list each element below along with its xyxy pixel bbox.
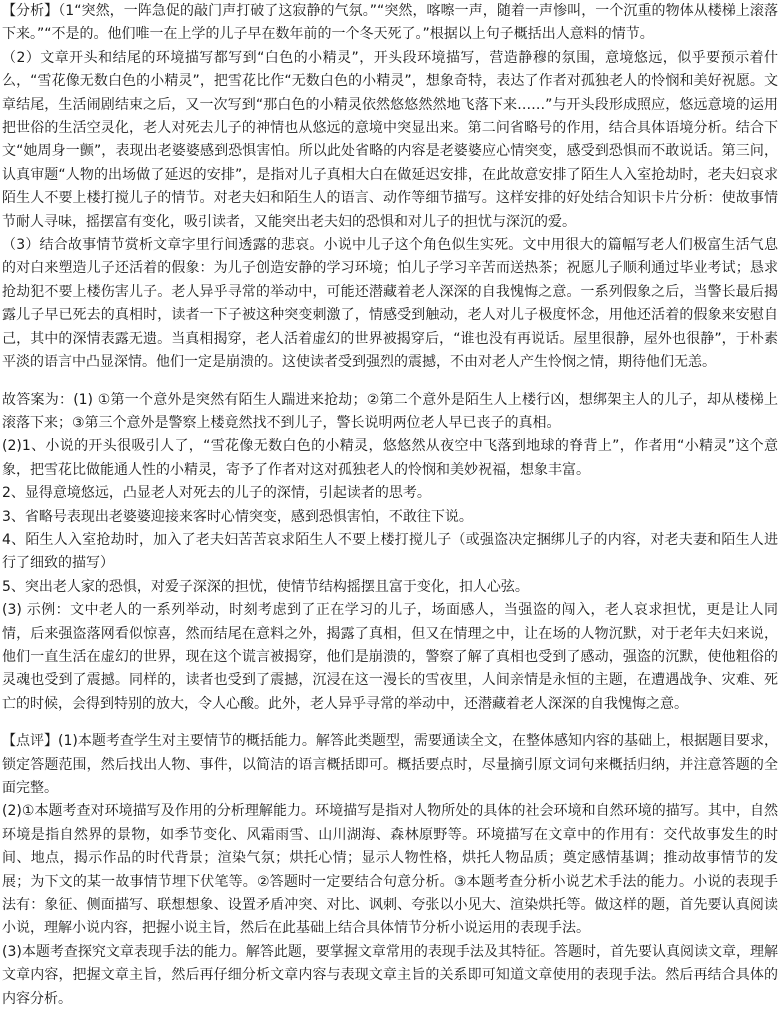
section-spacer [2,375,778,389]
answer-2-point-5: 5、突出老人家的恐惧，对爱子深深的担忧，使情节结构摇摆且富于变化，扣人心弦。 [2,578,529,595]
analysis-paragraph-3: （3）结合故事情节赏析文章字里行间透露的悲哀。小说中儿子这个角色似生实死。文中用很大的篇幅写老人们极富生活气息的对白来塑造儿子还活着的假象：为儿子创造安静的学习环境；怕儿子学习辛苦而送热茶；祝愿儿子顺利通过毕业考试；恳求抢劫犯不要上楼伤害儿子。老人异乎寻常的举动中，可能还潜藏着老人深深的自我愧悔之意。一系列假象之后，当警长最后揭露儿子早已死去的真相时，读者一下子被这种突变刺激了，情感受到触动，老人对儿子极度怀念，用他还活着的假象来安慰自己，其中的深情表露无遗。当真相揭穿，老人活着虚幻的世界被揭穿后，“谁也没有再说话。屋里很静，屋外也很静”，于朴素平淡的语言中凸显深情。他们一定是崩溃的。这使读者受到强烈的震撼，不由对老人产生怜悯之情，期待他们无恙。 [2,237,778,371]
answer-1: 故答案为：(1) ①第一个意外是突然有陌生人踹进来抢劫；②第二个意外是陌生人上楼行凶，想绑架主人的儿子，却从楼梯上滚落下来；③第三个意外是警察上楼竟然找不到儿子，警长说明两位老人早已丧子的真相。 [2,391,778,431]
comment-section [2,730,778,1011]
comment-3: (3)本题考查探究文章表现手法的能力。解答此题，要掌握文章常用的表现手法及其特征。答题时，首先要认真阅读文章，理解文章内容，把握文章主旨，然后再仔细分析文章内容与表现文章主旨的关系即可知道文章使用的表现手法。然后再结合具体的内容分析。 [2,943,778,1007]
analysis-paragraph-1: 【分析】（1“突然，一阵急促的敲门声打破了这寂静的气氛。”“突然，喀嚓一声，随着一声惨叫，一个沉重的物体从楼梯上滚落下来。”“不是的。他们唯一在上学的儿子早在数年前的一个冬天死了。”根据以上句子概括出人意料的情节。 [2,3,778,43]
section-spacer [2,716,778,730]
analysis-paragraph-2: （2）文章开头和结尾的环境描写都写到“白色的小精灵”，开头段环境描写，营造静穆的氛围，意境悠远，似乎要预示着什么，“雪花像无数白色的小精灵”，把雪花比作“无数白色的小精灵”，想象奇特，表达了作者对孤独老人的怜悯和美好祝愿。文章结尾，生活闹剧结束之后，又一次写到“那白色的小精灵依然悠悠然然地飞落下来……”与开头段形成照应，悠远意境的运用把世俗的生活空灵化，老人对死去儿子的神情也从悠远的意境中突显出来。第二问省略号的作用，结合具体语境分析。结合下文“她周身一颤”，表现出老婆婆感到恐惧害怕。所以此处省略的内容是老婆婆应心情突变，感受到恐惧而不敢说话。第三问，认真审题“人物的出场做了延迟的安排”，是指对儿子真相大白在做延迟安排，在此故意安排了陌生人入室抢劫时，老夫妇哀求陌生人不要上楼打搅儿子的情节。对老夫妇和陌生人的语言、动作等细节描写。这样安排的好处结合知识卡片分析：使故事情节耐人寻味，摇摆富有变化，吸引读者，又能突出老夫妇的恐惧和对儿子的担忧与深沉的爱。 [2,49,778,230]
analysis-section [2,0,778,375]
answer-2-point-4: 4、陌生人入室抢劫时，加入了老夫妇苦苦哀求陌生人不要上楼打搅儿子（或强盗决定捆绑儿子的内容，对老夫妻和陌生人进行了细致的描写） [2,531,778,572]
answers-section [2,389,778,717]
answer-3: (3) 示例：文中老人的一系列举动，时刻考虑到了正在学习的儿子，场面感人，当强盗的闯入，老人哀求担忧，更是让人同情，后来强盗落网看似惊喜，然而结尾在意料之外，揭露了真相，但又在情理之中，让在场的人物沉默，对于老年夫妇来说，他们一直生活在虚幻的世界，现在这个谎言被揭穿，他们是崩溃的，警察了解了真相也受到了感动，强盗的沉默，使他粗俗的灵魂也受到了震撼。同样的，读者也受到了震撼，沉浸在这一漫长的雪夜里，人间亲情是永恒的主题，在遭遇战争、灾难、死亡的时候，会得到特别的放大，令人心酸。此外，老人异乎寻常的举动中，还潜藏着老人深深的自我愧悔之意。 [2,602,778,712]
answer-2-point-2: 2、显得意境悠远，凸显老人对死去的儿子的深情，引起读者的思考。 [2,485,431,502]
comment-1: 【点评】(1)本题考查学生对主要情节的概括能力。解答此类题型，需要通读全文，在整体感知内容的基础上，根据题目要求，锁定答题范围，然后找出人物、事件，以简洁的语言概括即可。概括要点时，尽量摘引原文词句来概括归纳，并注意答题的全面完整。 [2,733,778,796]
comment-2: (2)①本题考查对环境描写及作用的分析理解能力。环境描写是指对人物所处的具体的社会环境和自然环境的描写。其中，自然环境是指自然界的景物，如季节变化、风霜雨雪、山川湖海、森林原野等。环境描写在文章中的作用有：交代故事发生的时间、地点，揭示作品的时代背景；渲染气氛；烘托心情；显示人物性格，烘托人物品质；奠定感情基调；推动故事情节的发展；为下文的某一故事情节埋下伏笔等。②答题时一定要结合句意分析。③本题考查分析小说艺术手法的能力。小说的表现手法有：象征、侧面描写、联想想象、设置矛盾冲突、对比、讽刺、夸张以小见大、渲染烘托等。做这样的题，首先要认真阅读小说，理解小说内容，把握小说主旨，然后在此基础上结合具体情节分析小说运用的表现手法。 [2,803,778,937]
answer-2-point-1: (2)1、小说的开头很吸引人了，“雪花像无数白色的小精灵，悠悠然从夜空中飞落到地球的脊背上”，作者用“小精灵”这个意象，把雪花比做能通人性的小精灵，寄予了作者对这对孤独老人的怜悯和美妙祝福，想象丰富。 [2,438,778,478]
answer-2-point-3: 3、省略号表现出老婆婆迎接来客时心情突变，感到恐惧害怕，不敢往下说。 [2,508,473,525]
